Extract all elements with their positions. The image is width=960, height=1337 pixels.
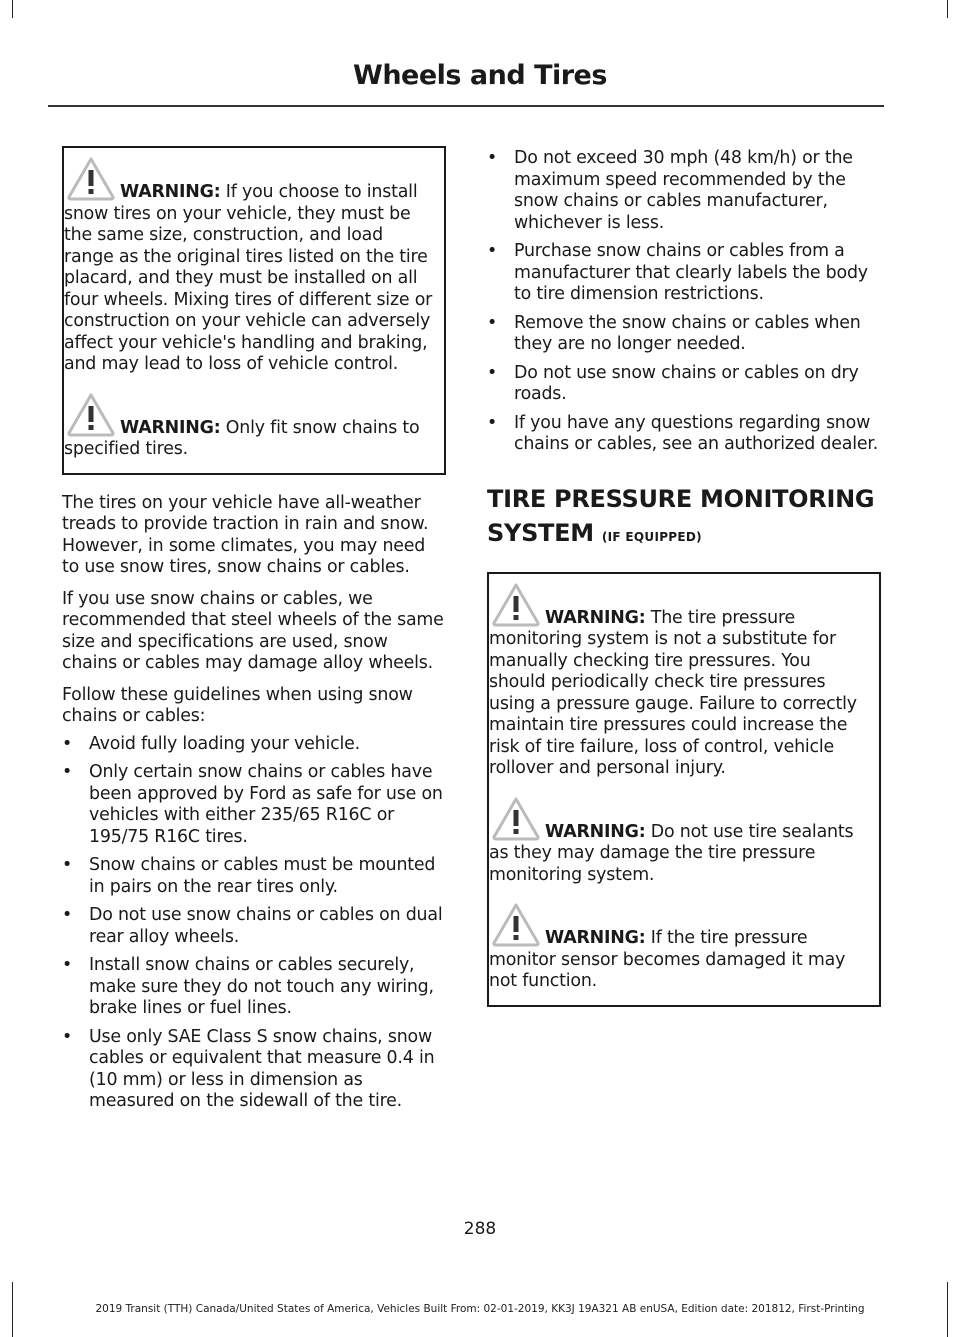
list-item: • Do not exceed 30 mph (48 km/h) or the maximum speed recommended by the snow chains or cables manufacturer, whichever is less. <box>487 148 853 233</box>
bullet-mark: • <box>62 855 73 875</box>
warning-text: Only fit snow chains to specified tires. <box>64 417 420 459</box>
list-item: • Do not use snow chains or cables on dry roads. <box>487 362 859 404</box>
warning-triangle-icon <box>491 902 541 948</box>
paragraph-all-weather: The tires on your vehicle have all-weather treads to provide traction in rain and snow. However, in some climates, you may need to use snow tires, snow chains or cables. <box>62 492 429 577</box>
right-column <box>487 146 881 1007</box>
warning-tire-sealants <box>489 822 871 887</box>
list-item: • Only certain snow chains or cables have been approved by Ford as safe for use on vehicles with either 235/65 R16C or 195/75 R16C tires. <box>62 762 443 847</box>
bullet-mark: • <box>487 241 498 261</box>
snow-chain-guidelines-list-continued <box>487 148 881 456</box>
page-number: 288 <box>463 1219 497 1239</box>
snow-chain-guidelines-list <box>62 734 446 1113</box>
warning-label: WARNING: <box>545 928 646 948</box>
warning-text: Do not use tire sealants as they may damage the tire pressure monitoring system. <box>489 821 854 885</box>
list-item: • Use only SAE Class S snow chains, snow cables or equivalent that measure 0.4 in (10 mm) or less in dimension as measured on the sidewall of the tire. <box>62 1026 435 1111</box>
warning-snow-chains-fit <box>64 418 436 461</box>
bullet-mark: • <box>487 412 498 433</box>
page-title: Wheels and Tires <box>353 60 607 91</box>
warning-label: WARNING: <box>545 821 646 842</box>
bullet-mark: • <box>487 362 498 383</box>
crop-mark-top-right <box>947 0 948 18</box>
list-item: • Install snow chains or cables securely, make sure they do not touch any wiring, brake lines or fuel lines. <box>62 955 434 1018</box>
bullet-mark: • <box>487 148 498 168</box>
crop-mark-top-left <box>12 0 13 18</box>
warning-label: WARNING: <box>545 607 646 628</box>
bullet-mark: • <box>62 1026 73 1047</box>
warning-text: If the tire pressure monitor sensor becomes damaged it may not function. <box>489 928 846 991</box>
warning-text: If you choose to install snow tires on your vehicle, they must be the same size, construction, and load range as the original tires listed on the tire placard, and they must be installed on all four wheels. Mixing tires of different size or construction on your vehicle can adversely affect your vehicle's handling and braking, and may lead to loss of vehicle control. <box>64 182 433 374</box>
bullet-mark: • <box>62 762 73 782</box>
footer-edition-info: 2019 Transit (TTH) Canada/United States of America, Vehicles Built From: 02-01-2019, KK3J 19A321 AB enUSA, Edition date: 201812, First-Printing <box>95 1303 865 1315</box>
snow-tires-warning-box <box>62 146 446 475</box>
warning-triangle-icon <box>491 582 541 628</box>
list-item: • If you have any questions regarding snow chains or cables, see an authorized dealer. <box>487 412 879 454</box>
bullet-mark: • <box>62 733 73 754</box>
section-subtitle: (IF EQUIPPED) <box>601 529 702 544</box>
warning-tpms-substitute <box>489 608 871 780</box>
warning-label: WARNING: <box>120 182 221 202</box>
bullet-mark: • <box>62 955 73 975</box>
list-item: • Snow chains or cables must be mounted in pairs on the rear tires only. <box>62 855 436 897</box>
list-item: • Avoid fully loading your vehicle. <box>62 733 360 754</box>
paragraph-steel-wheels: If you use snow chains or cables, we recommended that steel wheels of the same size and specifications are used, snow chains or cables may damage alloy wheels. <box>62 588 444 673</box>
warning-triangle-icon <box>491 796 541 842</box>
list-item: • Remove the snow chains or cables when they are no longer needed. <box>487 312 861 354</box>
warning-snow-tires <box>64 182 436 376</box>
header-divider <box>48 105 884 107</box>
bullet-mark: • <box>62 905 73 925</box>
tpms-warning-box <box>487 572 881 1007</box>
warning-triangle-icon <box>66 156 116 202</box>
section-title-text: TIRE PRESSURE MONITORING SYSTEM <box>487 484 875 547</box>
warning-triangle-icon <box>66 392 116 438</box>
left-column <box>62 146 446 1120</box>
bullet-mark: • <box>487 312 498 333</box>
list-item: • Purchase snow chains or cables from a manufacturer that clearly labels the body to tire dimension restrictions. <box>487 241 868 304</box>
warning-label: WARNING: <box>120 417 221 438</box>
paragraph-guidelines: Follow these guidelines when using snow chains or cables: <box>62 684 413 726</box>
warning-text: The tire pressure monitoring system is not a substitute for manually checking tire pressures. You should periodically check tire pressures using a pressure gauge. Failure to correctly maintain tire pressures could increase the risk of tire failure, loss of control, vehicle rollover and personal injury. <box>489 607 857 778</box>
section-heading <box>487 482 881 554</box>
list-item: • Do not use snow chains or cables on dual rear alloy wheels. <box>62 905 443 947</box>
warning-sensor-damaged <box>489 928 871 993</box>
